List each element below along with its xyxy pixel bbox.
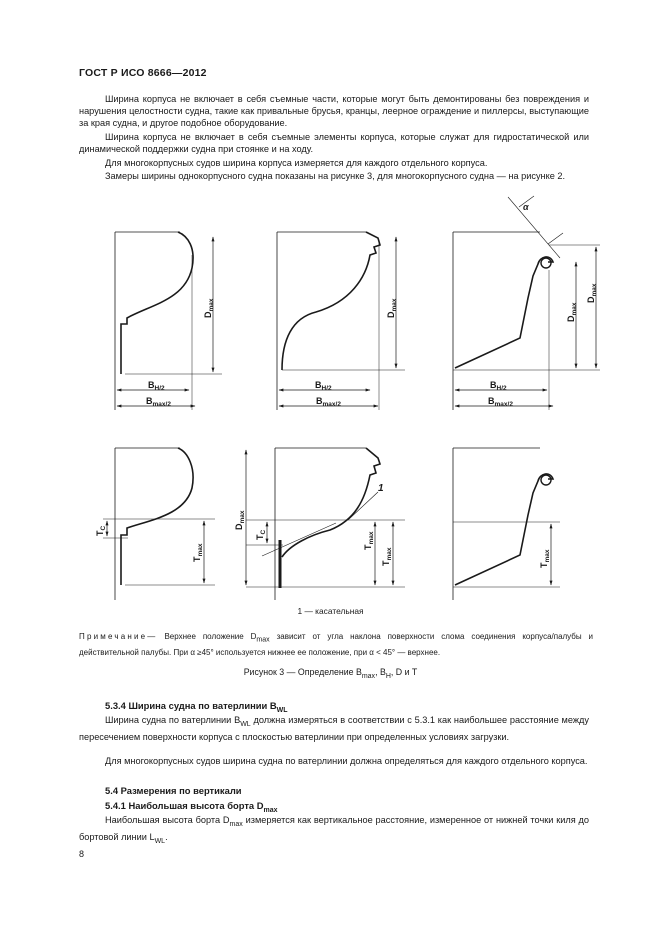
label-tmax: $T_{max}$: [192, 543, 204, 562]
label-bh2: $B_{H/2}$: [490, 380, 507, 392]
diagram-bottom-left: [103, 448, 215, 600]
paragraph: Ширина корпуса не включает в себя съемные элементы корпуса, которые служат для гидростатической или динамической поддержки судна при стоянке и на ходу.: [79, 132, 589, 154]
figure-note: Примечание— Верхнее положение $D_{max}$ зависит от угла наклона поверхности слома соединения корпуса/палубы и действительной палубы. При α ≥45° используется нижнее ее положение, при α < 45° — верхнее.: [79, 632, 594, 657]
figure-caption: Рисунок 3 — Определение $B_{max}$, $B_H$, D и T: [243, 667, 418, 680]
label-bmax2: $B_{max/2}$: [488, 396, 513, 408]
figure-legend: 1 — касательная: [297, 606, 364, 616]
label-tc: $T_C$: [255, 529, 267, 540]
diagram-bottom-center: [246, 448, 405, 600]
section-heading: 5.4.1 Наибольшая высота борта $D_{max}$: [105, 800, 278, 814]
label-dmax: $D_{max}$: [386, 298, 398, 318]
label-bmax2: $B_{max/2}$: [316, 396, 341, 408]
page-number: 8: [79, 849, 85, 859]
paragraph: Ширина корпуса не включает в себя съемные части, которые могут быть демонтированы без повреждения и нарушения целостности судна, такие как привальные брусья, кранцы, леерное ограждение и пиллерсы, выступающие за края судна, и другое подобное оборудование.: [79, 94, 589, 128]
label-tmax: $T_{max}$: [381, 547, 393, 566]
paragraph: Наибольшая высота борта $D_{max}$ измеряется как вертикальное расстояние, измеренное от нижней точки киля до бортовой линии $L_{WL}$.: [79, 815, 589, 845]
label-bmax2: $B_{max/2}$: [146, 396, 171, 408]
label-dmax: $D_{max}$: [234, 510, 246, 530]
section-heading: 5.4 Размерения по вертикали: [105, 785, 242, 796]
label-bh2: $B_{H/2}$: [148, 380, 165, 392]
paragraph: Замеры ширины однокорпусного судна показаны на рисунке 3, для многокорпусного судна — на рисунке 2.: [105, 171, 566, 181]
callout-1: 1: [378, 483, 384, 494]
label-tmin: $T_{max}$: [363, 531, 375, 550]
page-header: ГОСТ Р ИСО 8666—2012: [79, 67, 207, 79]
label-dmax: $D_{max}$: [566, 302, 578, 322]
label-dmax: $D_{max}$: [203, 298, 215, 318]
diagram-bottom-right: [453, 448, 560, 600]
label-alpha: α: [523, 202, 529, 212]
label-bh2: $B_{H/2}$: [315, 380, 332, 392]
label-tc: $T_C$: [95, 525, 107, 536]
label-tmax: $T_{max}$: [539, 549, 551, 568]
paragraph: Для многокорпусных судов ширина корпуса измеряется для каждого отдельного корпуса.: [105, 158, 488, 168]
section-heading: 5.3.4 Ширина судна по ватерлинии $B_{WL}$: [105, 700, 288, 714]
diagram-top-left: [115, 232, 222, 410]
label-dmax: $D_{max}$: [586, 283, 598, 303]
paragraph: Ширина судна по ватерлинии $B_{WL}$ должна измеряться в соответствии с 5.3.1 как наибольшее расстояние между пересечением поверхности корпуса с плоскостью ватерлинии при определенных условиях загрузки.: [79, 715, 589, 742]
paragraph: Для многокорпусных судов ширина судна по ватерлинии должна определяться для каждого отдельного корпуса.: [105, 756, 588, 766]
diagram-top-center: [277, 232, 405, 410]
